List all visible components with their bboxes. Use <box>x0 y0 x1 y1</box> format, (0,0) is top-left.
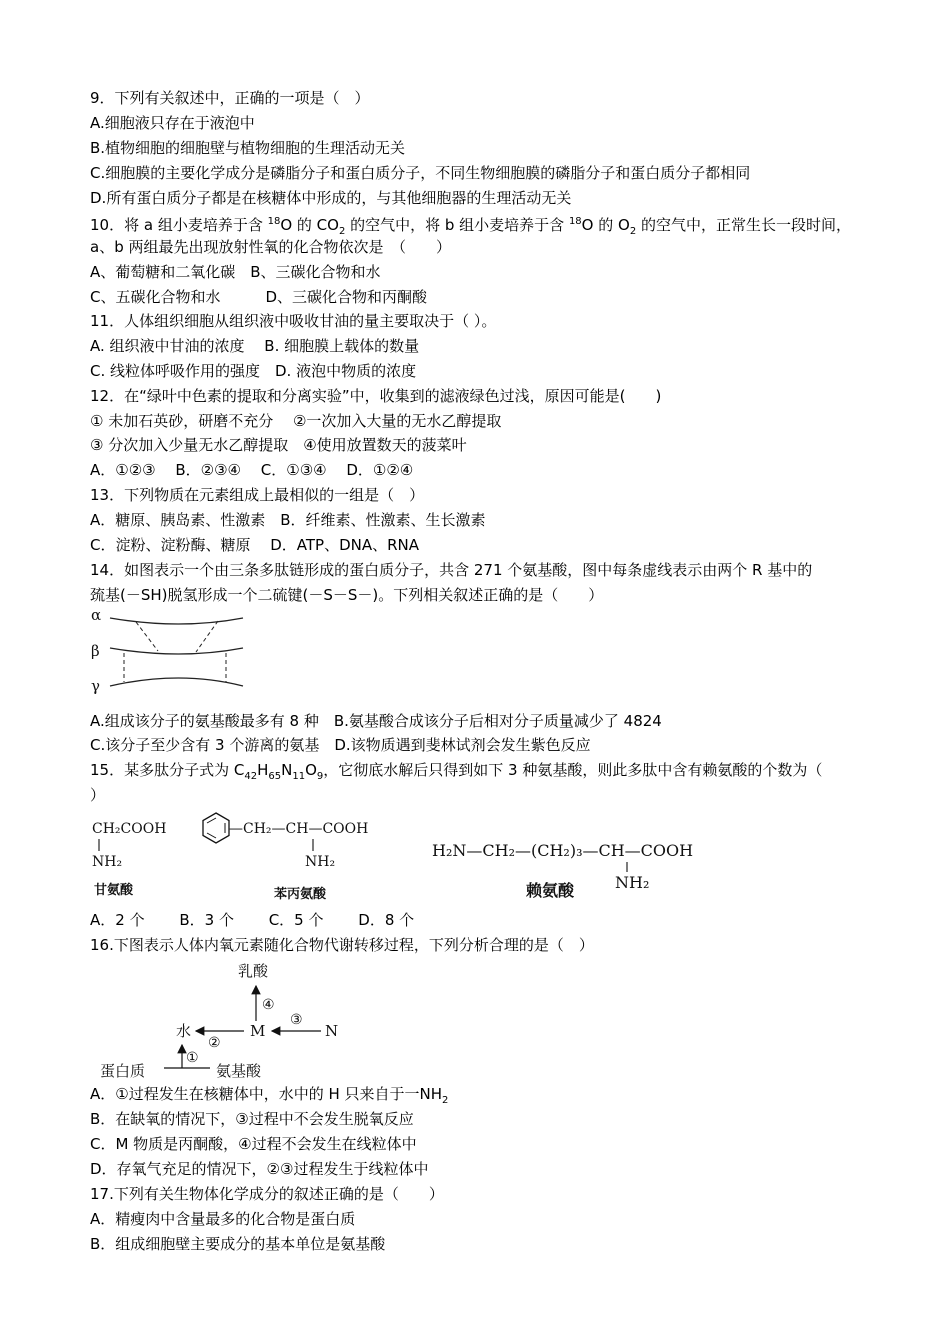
q12-stem: 12．在“绿叶中色素的提取和分离实验”中，收集到的滤液绿色过浅，原因可能是( ) <box>90 387 662 405</box>
water-label: 水 <box>176 1022 192 1040</box>
q15-choices: A．2 个 B．3 个 C．5 个 D．8 个 <box>90 911 415 929</box>
q16-option-a: A．①过程发生在核糖体中，水中的 H 只来自于一$NH_2$ <box>90 1085 449 1106</box>
q17-option-a: A．精瘦肉中含量最多的化合物是蛋白质 <box>90 1210 356 1228</box>
q14-options-ab: A.组成该分子的氨基酸最多有 8 种 B.氨基酸合成该分子后相对分子质量减少了 4824 <box>90 712 662 730</box>
q11-stem: 11．人体组织细胞从组织液中吸收甘油的量主要取决于（ ）。 <box>90 312 497 330</box>
beta-chain <box>110 648 243 654</box>
phenylalanine-label: 苯丙氨酸 <box>274 887 327 902</box>
q14-options-cd: C.该分子至少含有 3 个游离的氨基 D.该物质遇到斐林试剂会发生紫色反应 <box>90 736 591 754</box>
step-2-label: ② <box>208 1035 221 1051</box>
q9-option-c: C.细胞膜的主要化学成分是磷脂分子和蛋白质分子，不同生物细胞膜的磷脂分子和蛋白质分子都相同 <box>90 164 751 182</box>
step-4-label: ④ <box>262 997 275 1013</box>
q16-option-b: B．在缺氧的情况下，③过程中不会发生脱氧反应 <box>90 1110 414 1128</box>
q14-stem-line1: 14．如图表示一个由三条多肽链形成的蛋白质分子，共含 271 个氨基酸，图中每条虚线表示由两个 R 基中的 <box>90 561 813 579</box>
q11-options-ab: A. 组织液中甘油的浓度 B. 细胞膜上载体的数量 <box>90 337 420 355</box>
n-label: N <box>325 1022 339 1040</box>
q14-stem-line2: 巯基(－SH)脱氢形成一个二硫键(－S－S－)。下列相关叙述正确的是（ ） <box>90 586 604 604</box>
q10-options-ab: A、葡萄糖和二氧化碳 B、三碳化合物和水 <box>90 263 381 281</box>
q16-option-d: D．存氧气充足的情况下，②③过程发生于线粒体中 <box>90 1160 429 1178</box>
glycine-amino-group: NH₂ <box>92 854 123 870</box>
q12-items-34: ③ 分次加入少量无水乙醇提取 ④使用放置数天的菠菜叶 <box>90 436 467 454</box>
phenylalanine-formula: —CH₂—CH—COOH <box>229 821 369 837</box>
alpha-chain <box>110 618 243 624</box>
beta-label: β <box>91 642 100 660</box>
q12-items-12: ① 未加石英砂，研磨不充分 ②一次加入大量的无水乙醇提取 <box>90 412 502 430</box>
q13-stem: 13．下列物质在元素组成上最相似的一组是（ ） <box>90 486 425 504</box>
lysine-label: 赖氨酸 <box>526 881 575 900</box>
protein-label: 蛋白质 <box>100 1062 146 1080</box>
q17-stem: 17.下列有关生物体化学成分的叙述正确的是（ ） <box>90 1185 444 1203</box>
m-label: M <box>250 1022 266 1040</box>
q15-stem-line2: ） <box>90 786 106 804</box>
alpha-label: α <box>91 606 102 624</box>
q12-choices: A．①②③ B．②③④ C．①③④ D．①②④ <box>90 461 414 479</box>
disulfide-bond <box>196 621 218 652</box>
glycine-formula: CH₂COOH <box>92 821 167 837</box>
q11-options-cd: C. 线粒体呼吸作用的强度 D. 液泡中物质的浓度 <box>90 362 417 380</box>
lysine-formula: H₂N—CH₂—(CH₂)₃—CH—COOH <box>432 841 694 860</box>
glycine-label: 甘氨酸 <box>94 883 134 898</box>
q10-stem-line2: a、b 两组最先出现放射性氧的化合物依次是 （ ） <box>90 238 451 256</box>
q9-stem: 9．下列有关叙述中，正确的一项是（ ） <box>90 89 370 107</box>
q9-option-b: B.植物细胞的细胞壁与植物细胞的生理活动无关 <box>90 139 406 157</box>
q9-option-d: D.所有蛋白质分子都是在核糖体中形成的，与其他细胞器的生理活动无关 <box>90 189 572 207</box>
q15-stem-line1: 15．某多肽分子式为 $C_{42}H_{65}N_{11}O_9$，它彻底水解后只得到如下 3 种氨基酸，则此多肽中含有赖氨酸的个数为（ <box>90 761 823 782</box>
lysine-amino-group: NH₂ <box>615 873 650 892</box>
q10-stem-line1: 10．将 a 组小麦培养于含 $^{18}$O 的 $CO_2$ 的空气中，将 b 组小麦培养于含 $^{18}$O 的 $O_2$ 的空气中，正常生长一段时间， <box>90 216 851 237</box>
polypeptide-chain-figure <box>88 604 263 696</box>
q13-options-cd: C．淀粉、淀粉酶、糖原 D．ATP、DNA、RNA <box>90 536 420 554</box>
q17-option-b: B．组成细胞壁主要成分的基本单位是氨基酸 <box>90 1235 386 1253</box>
amino-acid-label: 氨基酸 <box>216 1062 262 1080</box>
gamma-chain <box>110 678 243 686</box>
step-3-label: ③ <box>290 1012 303 1028</box>
disulfide-bond <box>136 622 158 651</box>
amino-acid-structures <box>88 808 728 908</box>
step-1-label: ① <box>186 1050 199 1066</box>
q16-stem: 16.下图表示人体内氧元素随化合物代谢转移过程，下列分析合理的是（ ） <box>90 936 594 954</box>
lactic-acid-label: 乳酸 <box>238 962 269 980</box>
q13-options-ab: A．糖原、胰岛素、性激素 B．纤维素、性激素、生长激素 <box>90 511 486 529</box>
phenylalanine-amino-group: NH₂ <box>305 854 336 870</box>
gamma-label: γ <box>91 677 100 695</box>
q9-option-a: A.细胞液只存在于液泡中 <box>90 114 255 132</box>
q16-option-c: C．M 物质是丙酮酸，④过程不会发生在线粒体中 <box>90 1135 417 1153</box>
q10-options-cd: C、五碳化合物和水 D、三碳化合物和丙酮酸 <box>90 288 428 306</box>
oxygen-metabolism-diagram <box>96 956 356 1082</box>
